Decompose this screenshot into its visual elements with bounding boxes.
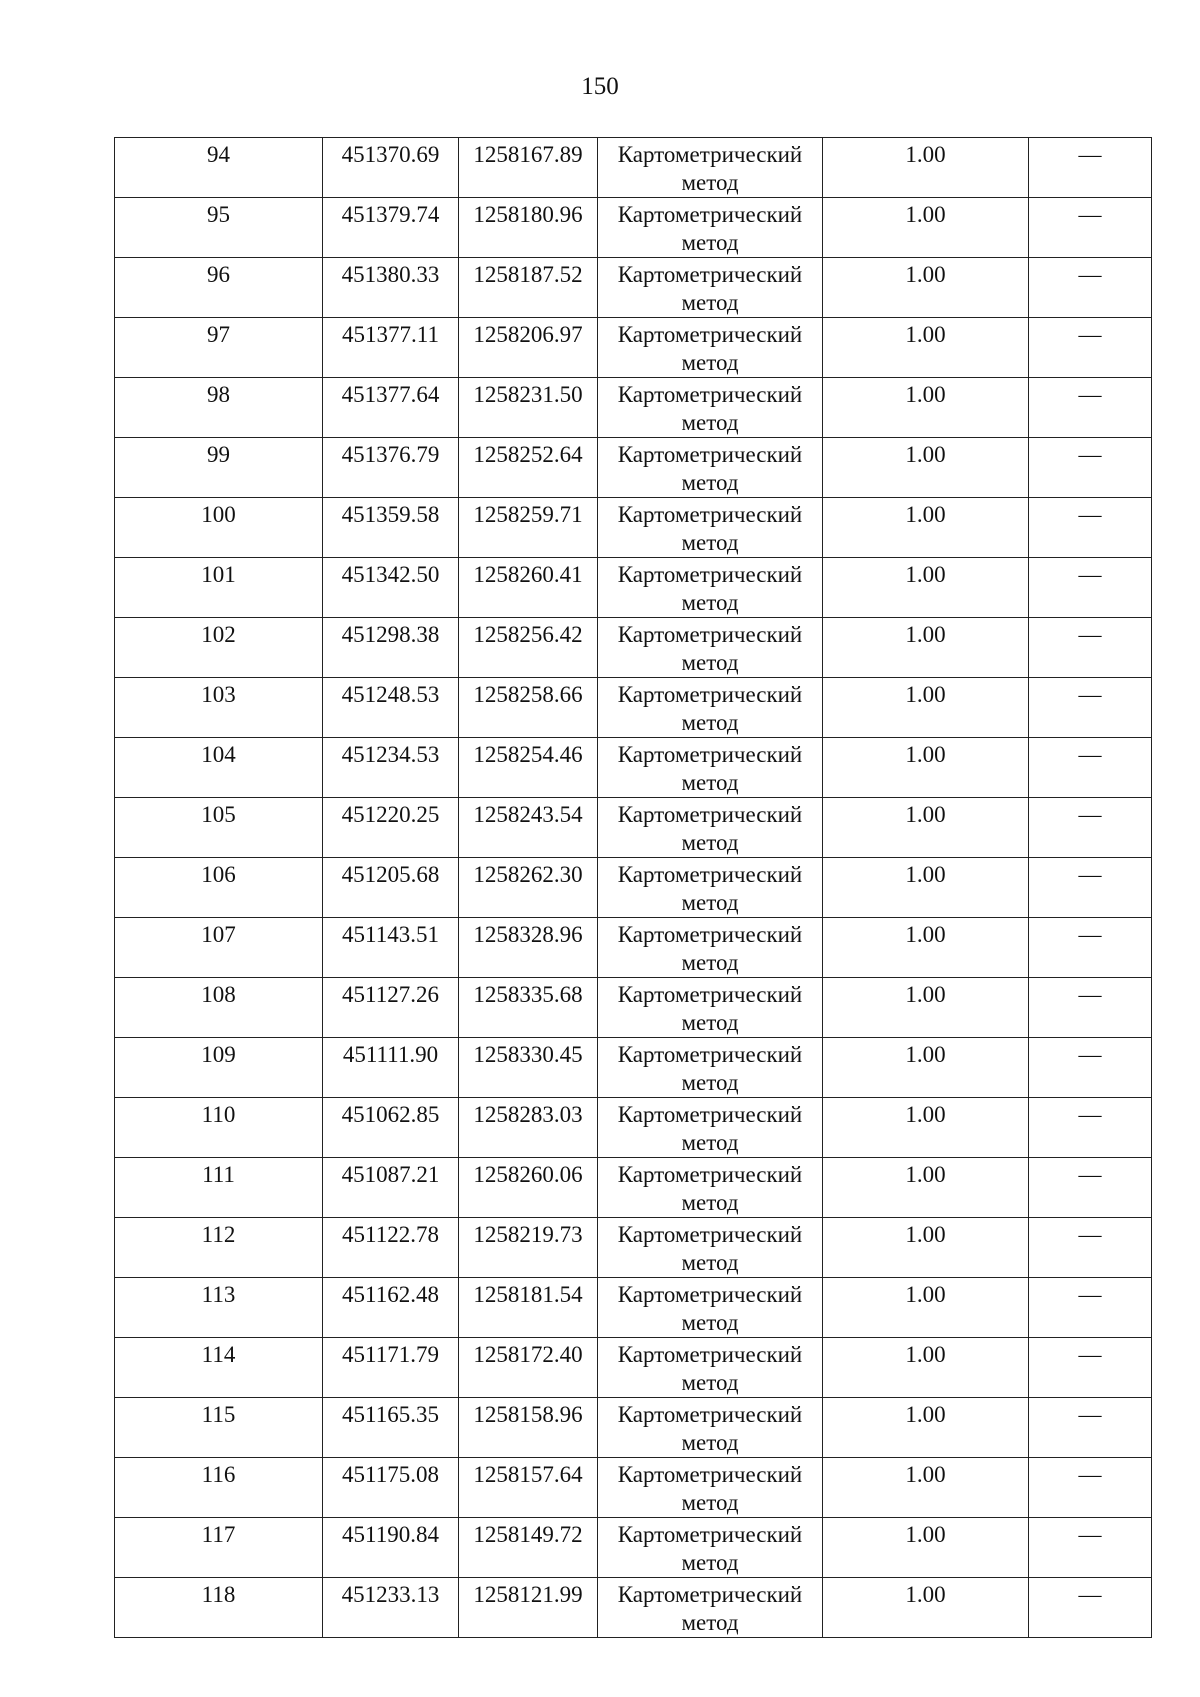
y-coordinate-cell: 1258260.06 — [459, 1158, 598, 1218]
method-line-1: Картометрический — [617, 742, 803, 767]
y-coordinate-cell: 1258180.96 — [459, 198, 598, 258]
description-cell: — — [1029, 318, 1152, 378]
method-line-2: метод — [681, 710, 739, 735]
table-row — [115, 1398, 1152, 1458]
description-cell: — — [1029, 798, 1152, 858]
point-number-cell: 113 — [115, 1278, 323, 1338]
method-line-1: Картометрический — [617, 322, 803, 347]
x-coordinate-cell: 451359.58 — [323, 498, 459, 558]
method-line-2: метод — [681, 1490, 739, 1515]
point-number-cell: 106 — [115, 858, 323, 918]
x-coordinate-cell: 451376.79 — [323, 438, 459, 498]
method-line-2: метод — [681, 1010, 739, 1035]
table-row — [115, 438, 1152, 498]
description-cell: — — [1029, 438, 1152, 498]
accuracy-cell: 1.00 — [823, 738, 1029, 798]
accuracy-cell: 1.00 — [823, 138, 1029, 198]
accuracy-cell: 1.00 — [823, 378, 1029, 438]
table-row — [115, 318, 1152, 378]
method-line-2: метод — [681, 590, 739, 615]
accuracy-cell: 1.00 — [823, 1458, 1029, 1518]
method-cell — [598, 1278, 823, 1338]
x-coordinate-cell: 451377.11 — [323, 318, 459, 378]
method-cell — [598, 798, 823, 858]
method-cell — [598, 1038, 823, 1098]
x-coordinate-cell: 451298.38 — [323, 618, 459, 678]
method-line-2: метод — [681, 290, 739, 315]
method-line-2: метод — [681, 470, 739, 495]
y-coordinate-cell: 1258231.50 — [459, 378, 598, 438]
method-cell — [598, 1098, 823, 1158]
accuracy-cell: 1.00 — [823, 858, 1029, 918]
x-coordinate-cell: 451233.13 — [323, 1578, 459, 1638]
y-coordinate-cell: 1258254.46 — [459, 738, 598, 798]
point-number-cell: 99 — [115, 438, 323, 498]
accuracy-cell: 1.00 — [823, 318, 1029, 378]
method-line-2: метод — [681, 1370, 739, 1395]
table-row — [115, 1038, 1152, 1098]
x-coordinate-cell: 451062.85 — [323, 1098, 459, 1158]
y-coordinate-cell: 1258172.40 — [459, 1338, 598, 1398]
method-line-2: метод — [681, 350, 739, 375]
method-line-2: метод — [681, 1250, 739, 1275]
y-coordinate-cell: 1258328.96 — [459, 918, 598, 978]
method-cell — [598, 438, 823, 498]
table-row — [115, 618, 1152, 678]
method-line-2: метод — [681, 230, 739, 255]
method-line-1: Картометрический — [617, 1102, 803, 1127]
description-cell: — — [1029, 1518, 1152, 1578]
method-cell — [598, 258, 823, 318]
y-coordinate-cell: 1258181.54 — [459, 1278, 598, 1338]
method-line-1: Картометрический — [617, 1462, 803, 1487]
method-cell — [598, 318, 823, 378]
accuracy-cell: 1.00 — [823, 798, 1029, 858]
description-cell: — — [1029, 498, 1152, 558]
method-cell — [598, 1518, 823, 1578]
y-coordinate-cell: 1258259.71 — [459, 498, 598, 558]
y-coordinate-cell: 1258243.54 — [459, 798, 598, 858]
table-row — [115, 1218, 1152, 1278]
method-line-2: метод — [681, 1310, 739, 1335]
table-row — [115, 1158, 1152, 1218]
method-line-2: метод — [681, 1610, 739, 1635]
coordinates-table — [114, 137, 1152, 1638]
table-row — [115, 498, 1152, 558]
method-line-1: Картометрический — [617, 142, 803, 167]
method-line-1: Картометрический — [617, 982, 803, 1007]
point-number-cell: 114 — [115, 1338, 323, 1398]
x-coordinate-cell: 451380.33 — [323, 258, 459, 318]
point-number-cell: 111 — [115, 1158, 323, 1218]
point-number-cell: 107 — [115, 918, 323, 978]
description-cell: — — [1029, 258, 1152, 318]
point-number-cell: 105 — [115, 798, 323, 858]
y-coordinate-cell: 1258256.42 — [459, 618, 598, 678]
accuracy-cell: 1.00 — [823, 1038, 1029, 1098]
y-coordinate-cell: 1258260.41 — [459, 558, 598, 618]
x-coordinate-cell: 451377.64 — [323, 378, 459, 438]
page-number: 150 — [581, 73, 619, 100]
method-cell — [598, 1158, 823, 1218]
method-cell — [598, 378, 823, 438]
method-line-1: Картометрический — [617, 1402, 803, 1427]
point-number-cell: 95 — [115, 198, 323, 258]
method-line-2: метод — [681, 170, 739, 195]
description-cell: — — [1029, 1398, 1152, 1458]
point-number-cell: 100 — [115, 498, 323, 558]
method-cell — [598, 918, 823, 978]
accuracy-cell: 1.00 — [823, 618, 1029, 678]
point-number-cell: 103 — [115, 678, 323, 738]
method-line-1: Картометрический — [617, 622, 803, 647]
accuracy-cell: 1.00 — [823, 258, 1029, 318]
accuracy-cell: 1.00 — [823, 438, 1029, 498]
method-line-1: Картометрический — [617, 1582, 803, 1607]
method-line-1: Картометрический — [617, 922, 803, 947]
y-coordinate-cell: 1258219.73 — [459, 1218, 598, 1278]
description-cell: — — [1029, 1458, 1152, 1518]
description-cell: — — [1029, 858, 1152, 918]
y-coordinate-cell: 1258258.66 — [459, 678, 598, 738]
method-cell — [598, 1338, 823, 1398]
accuracy-cell: 1.00 — [823, 198, 1029, 258]
x-coordinate-cell: 451190.84 — [323, 1518, 459, 1578]
coordinates-table-body — [115, 138, 1152, 1638]
x-coordinate-cell: 451122.78 — [323, 1218, 459, 1278]
point-number-cell: 96 — [115, 258, 323, 318]
accuracy-cell: 1.00 — [823, 1398, 1029, 1458]
table-row — [115, 918, 1152, 978]
method-line-2: метод — [681, 950, 739, 975]
accuracy-cell: 1.00 — [823, 498, 1029, 558]
description-cell: — — [1029, 678, 1152, 738]
x-coordinate-cell: 451220.25 — [323, 798, 459, 858]
point-number-cell: 108 — [115, 978, 323, 1038]
table-row — [115, 1578, 1152, 1638]
y-coordinate-cell: 1258149.72 — [459, 1518, 598, 1578]
table-row — [115, 198, 1152, 258]
x-coordinate-cell: 451175.08 — [323, 1458, 459, 1518]
method-line-1: Картометрический — [617, 562, 803, 587]
accuracy-cell: 1.00 — [823, 918, 1029, 978]
method-line-2: метод — [681, 1130, 739, 1155]
x-coordinate-cell: 451370.69 — [323, 138, 459, 198]
description-cell: — — [1029, 1338, 1152, 1398]
y-coordinate-cell: 1258262.30 — [459, 858, 598, 918]
method-cell — [598, 858, 823, 918]
method-cell — [598, 558, 823, 618]
point-number-cell: 110 — [115, 1098, 323, 1158]
description-cell: — — [1029, 558, 1152, 618]
table-row — [115, 1278, 1152, 1338]
method-line-1: Картометрический — [617, 262, 803, 287]
method-line-1: Картометрический — [617, 502, 803, 527]
method-line-2: метод — [681, 1070, 739, 1095]
method-line-1: Картометрический — [617, 1162, 803, 1187]
method-cell — [598, 978, 823, 1038]
point-number-cell: 102 — [115, 618, 323, 678]
accuracy-cell: 1.00 — [823, 1218, 1029, 1278]
x-coordinate-cell: 451171.79 — [323, 1338, 459, 1398]
x-coordinate-cell: 451342.50 — [323, 558, 459, 618]
method-line-2: метод — [681, 410, 739, 435]
point-number-cell: 98 — [115, 378, 323, 438]
table-row — [115, 738, 1152, 798]
method-line-1: Картометрический — [617, 382, 803, 407]
method-cell — [598, 1218, 823, 1278]
method-cell — [598, 198, 823, 258]
x-coordinate-cell: 451248.53 — [323, 678, 459, 738]
method-cell — [598, 1398, 823, 1458]
method-line-1: Картометрический — [617, 1042, 803, 1067]
description-cell: — — [1029, 138, 1152, 198]
table-row — [115, 138, 1152, 198]
method-line-1: Картометрический — [617, 862, 803, 887]
method-line-1: Картометрический — [617, 802, 803, 827]
description-cell: — — [1029, 918, 1152, 978]
accuracy-cell: 1.00 — [823, 678, 1029, 738]
method-line-1: Картометрический — [617, 1342, 803, 1367]
table-row — [115, 858, 1152, 918]
description-cell: — — [1029, 978, 1152, 1038]
table-row — [115, 978, 1152, 1038]
y-coordinate-cell: 1258330.45 — [459, 1038, 598, 1098]
y-coordinate-cell: 1258167.89 — [459, 138, 598, 198]
accuracy-cell: 1.00 — [823, 1098, 1029, 1158]
method-line-2: метод — [681, 1190, 739, 1215]
method-line-2: метод — [681, 530, 739, 555]
point-number-cell: 101 — [115, 558, 323, 618]
point-number-cell: 116 — [115, 1458, 323, 1518]
accuracy-cell: 1.00 — [823, 1518, 1029, 1578]
method-line-2: метод — [681, 1430, 739, 1455]
description-cell: — — [1029, 1038, 1152, 1098]
description-cell: — — [1029, 738, 1152, 798]
table-row — [115, 1518, 1152, 1578]
x-coordinate-cell: 451205.68 — [323, 858, 459, 918]
x-coordinate-cell: 451127.26 — [323, 978, 459, 1038]
y-coordinate-cell: 1258121.99 — [459, 1578, 598, 1638]
method-line-1: Картометрический — [617, 1222, 803, 1247]
point-number-cell: 118 — [115, 1578, 323, 1638]
description-cell: — — [1029, 1578, 1152, 1638]
method-cell — [598, 498, 823, 558]
description-cell: — — [1029, 198, 1152, 258]
method-line-2: метод — [681, 830, 739, 855]
method-line-1: Картометрический — [617, 682, 803, 707]
x-coordinate-cell: 451087.21 — [323, 1158, 459, 1218]
x-coordinate-cell: 451234.53 — [323, 738, 459, 798]
method-cell — [598, 1458, 823, 1518]
table-row — [115, 678, 1152, 738]
accuracy-cell: 1.00 — [823, 1158, 1029, 1218]
method-line-1: Картометрический — [617, 442, 803, 467]
accuracy-cell: 1.00 — [823, 558, 1029, 618]
method-cell — [598, 678, 823, 738]
y-coordinate-cell: 1258187.52 — [459, 258, 598, 318]
accuracy-cell: 1.00 — [823, 1578, 1029, 1638]
method-cell — [598, 618, 823, 678]
point-number-cell: 97 — [115, 318, 323, 378]
x-coordinate-cell: 451111.90 — [323, 1038, 459, 1098]
method-line-2: метод — [681, 770, 739, 795]
method-cell — [598, 1578, 823, 1638]
point-number-cell: 94 — [115, 138, 323, 198]
description-cell: — — [1029, 1218, 1152, 1278]
method-line-1: Картометрический — [617, 1282, 803, 1307]
accuracy-cell: 1.00 — [823, 1338, 1029, 1398]
point-number-cell: 109 — [115, 1038, 323, 1098]
x-coordinate-cell: 451379.74 — [323, 198, 459, 258]
point-number-cell: 112 — [115, 1218, 323, 1278]
y-coordinate-cell: 1258252.64 — [459, 438, 598, 498]
method-cell — [598, 138, 823, 198]
accuracy-cell: 1.00 — [823, 978, 1029, 1038]
point-number-cell: 117 — [115, 1518, 323, 1578]
table-row — [115, 258, 1152, 318]
accuracy-cell: 1.00 — [823, 1278, 1029, 1338]
table-row — [115, 1458, 1152, 1518]
method-line-1: Картометрический — [617, 202, 803, 227]
point-number-cell: 104 — [115, 738, 323, 798]
description-cell: — — [1029, 1158, 1152, 1218]
table-row — [115, 1098, 1152, 1158]
table-row — [115, 558, 1152, 618]
y-coordinate-cell: 1258335.68 — [459, 978, 598, 1038]
table-row — [115, 798, 1152, 858]
table-row — [115, 378, 1152, 438]
description-cell: — — [1029, 1278, 1152, 1338]
method-line-2: метод — [681, 890, 739, 915]
method-cell — [598, 738, 823, 798]
y-coordinate-cell: 1258157.64 — [459, 1458, 598, 1518]
y-coordinate-cell: 1258158.96 — [459, 1398, 598, 1458]
y-coordinate-cell: 1258206.97 — [459, 318, 598, 378]
description-cell: — — [1029, 1098, 1152, 1158]
table-row — [115, 1338, 1152, 1398]
point-number-cell: 115 — [115, 1398, 323, 1458]
method-line-1: Картометрический — [617, 1522, 803, 1547]
method-line-2: метод — [681, 1550, 739, 1575]
method-line-2: метод — [681, 650, 739, 675]
x-coordinate-cell: 451165.35 — [323, 1398, 459, 1458]
x-coordinate-cell: 451143.51 — [323, 918, 459, 978]
description-cell: — — [1029, 618, 1152, 678]
x-coordinate-cell: 451162.48 — [323, 1278, 459, 1338]
y-coordinate-cell: 1258283.03 — [459, 1098, 598, 1158]
description-cell: — — [1029, 378, 1152, 438]
